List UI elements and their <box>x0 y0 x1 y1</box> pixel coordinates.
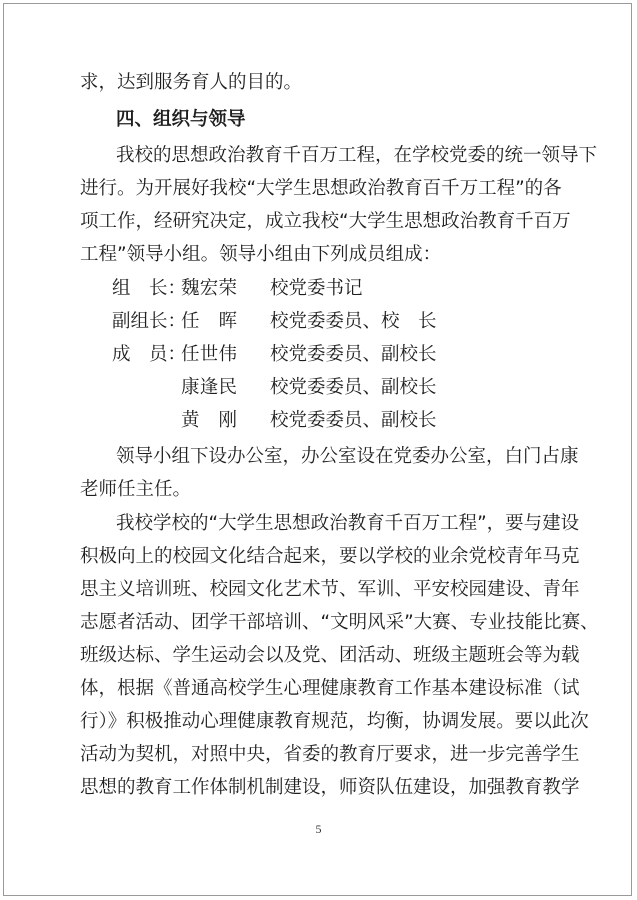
paragraph3-line-1: 我校学校的“大学生思想政治教育千百万工程”，要与建设 <box>116 513 580 534</box>
member-position: 校党委委员、副校长 <box>270 410 437 431</box>
member-name: 任世伟 <box>181 344 237 365</box>
paragraph1-line-4: 工程”领导小组。领导小组由下列成员组成： <box>80 244 442 265</box>
paragraph1-line-2: 进行。为开展好我校“大学生思想政治教育百千万工程”的各 <box>80 178 562 199</box>
paragraph1-line-1: 我校的思想政治教育千百万工程，在学校党委的统一领导下 <box>116 145 598 166</box>
paragraph3-line-3: 思主义培训班、校园文化艺术节、军训、平安校园建设、青年 <box>80 579 580 600</box>
member-role: 组 长： <box>112 278 187 299</box>
member-name: 黄 刚 <box>181 410 237 431</box>
member-role: 副组长： <box>112 311 187 332</box>
member-name: 魏宏荣 <box>181 278 237 299</box>
paragraph3-line-7: 行）》积极推动心理健康教育规范，均衡，协调发展。要以此次 <box>80 711 589 732</box>
paragraph3-line-8: 活动为契机，对照中央，省委的教育厅要求，进一步完善学生 <box>80 744 580 765</box>
paragraph3-line-2: 积极向上的校园文化结合起来，要以学校的业余党校青年马克 <box>80 546 580 567</box>
member-position: 校党委委员、校 长 <box>270 311 437 332</box>
paragraph3-line-5: 班级达标、学生运动会以及党、团活动、班级主题班会等为载 <box>80 645 580 666</box>
member-role: 成 员： <box>112 344 187 365</box>
paragraph2-line-1: 领导小组下设办公室，办公室设在党委办公室，白门占康 <box>116 446 579 467</box>
paragraph3-line-4: 志愿者活动、团学干部培训、“文明风采”大赛、专业技能比赛、 <box>80 612 599 633</box>
paragraph3-line-9: 思想的教育工作体制机制建设，师资队伍建设，加强教育教学 <box>80 777 580 798</box>
page-number: 5 <box>315 822 322 836</box>
member-position: 校党委委员、副校长 <box>270 377 437 398</box>
section-heading: 四、组织与领导 <box>116 109 246 130</box>
member-position: 校党委委员、副校长 <box>270 344 437 365</box>
member-name: 康逢民 <box>181 377 237 398</box>
paragraph1-line-3: 项工作，经研究决定，成立我校“大学生思想政治教育千百万 <box>80 211 571 232</box>
paragraph2-line-2: 老师任主任。 <box>80 479 192 500</box>
paragraph3-line-6: 体，根据《普通高校学生心理健康教育工作基本建设标准（试 <box>80 678 580 699</box>
intro-line: 求，达到服务育人的目的。 <box>80 72 303 93</box>
document-page <box>3 3 632 896</box>
member-name: 任 晖 <box>181 311 237 332</box>
member-position: 校党委书记 <box>270 278 363 299</box>
